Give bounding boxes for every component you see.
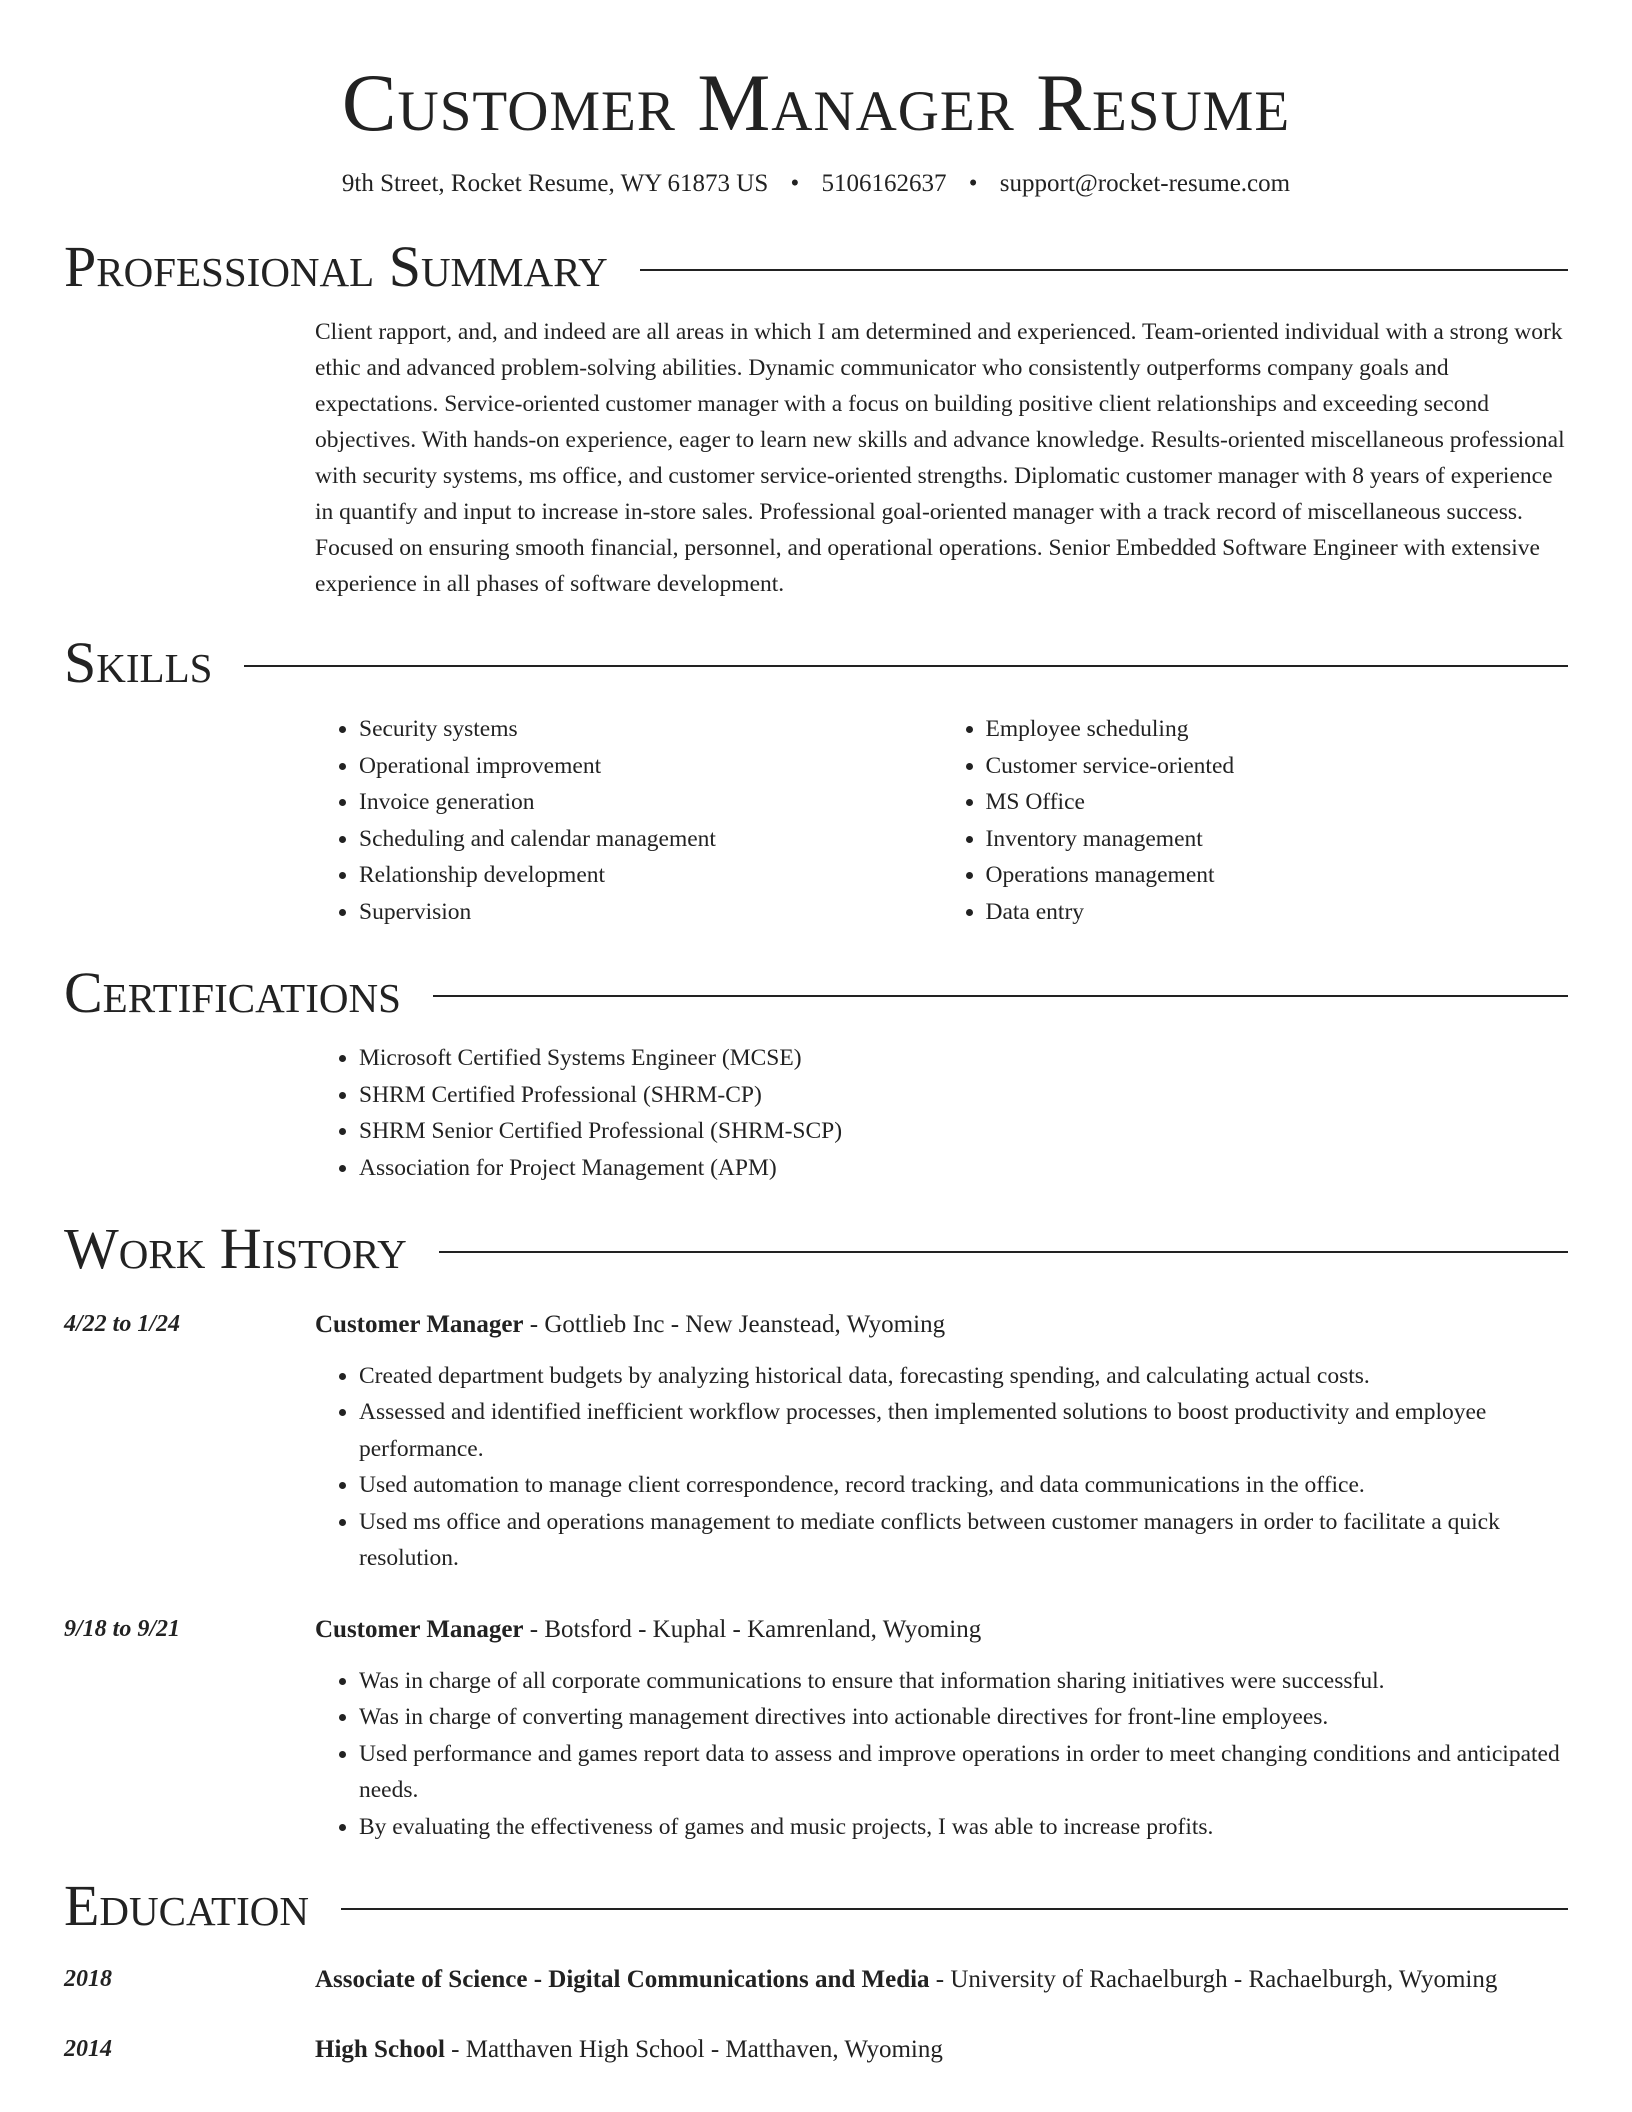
skills-heading: Skills bbox=[64, 629, 213, 695]
education-degree: High School bbox=[315, 2035, 445, 2063]
job-title-line bbox=[315, 1306, 1568, 1343]
education-year: 2018 bbox=[64, 1965, 112, 1992]
job-dates: 9/18 to 9/21 bbox=[64, 1615, 181, 1642]
resume-title: Customer Manager Resume bbox=[341, 57, 1291, 148]
skill-item: • Data entry bbox=[986, 894, 1569, 931]
section-divider bbox=[341, 1908, 1568, 1910]
job-title: Customer Manager bbox=[315, 1615, 524, 1643]
education-entry bbox=[64, 2031, 1568, 2069]
job-bullets bbox=[315, 1663, 1568, 1846]
job-bullet: • Used ms office and operations management to mediate conflicts between customer managers in order to facilitate a quick resolution. bbox=[359, 1504, 1568, 1577]
work-heading: Work History bbox=[64, 1216, 407, 1282]
certification-item: • SHRM Certified Professional (SHRM-CP) bbox=[359, 1077, 1568, 1114]
skill-item: • Scheduling and calendar management bbox=[359, 821, 942, 858]
job-entry bbox=[64, 1306, 1568, 1577]
job-bullet: • Assessed and identified inefficient workflow processes, then implemented solutions to boost productivity and employee performance. bbox=[359, 1394, 1568, 1467]
certification-item: • SHRM Senior Certified Professional (SHRM-SCP) bbox=[359, 1113, 1568, 1150]
summary-heading: Professional Summary bbox=[64, 234, 608, 300]
skills-section-header bbox=[64, 628, 1568, 698]
job-bullet: • Created department budgets by analyzing historical data, forecasting spending, and calculating actual costs. bbox=[359, 1358, 1568, 1395]
job-employer: - Gottlieb Inc - New Jeanstead, Wyoming bbox=[523, 1310, 946, 1338]
phone: 5106162637 bbox=[821, 170, 947, 198]
skill-item: • Customer service-oriented bbox=[986, 748, 1569, 785]
contact-line bbox=[64, 170, 1568, 198]
section-divider bbox=[433, 995, 1568, 997]
education-school: - University of Rachaelburgh - Rachaelburgh, Wyoming bbox=[929, 1965, 1498, 1993]
skill-item: • MS Office bbox=[986, 784, 1569, 821]
summary-text: Client rapport, and, and indeed are all areas in which I am determined and experienced. Team-oriented individual with a strong work ethic and advanced problem-solving abilities. Dynamic communicator who consistently outperforms company goals and expectations. Service-oriented customer manager with a focus on building positive client relationships and exceeding second objectives. With hands-on experience, eager to learn new skills and advance knowledge. Results-oriented miscellaneous professional with security systems, ms office, and customer service-oriented strengths. Diplomatic customer manager with 8 years of experience in quantify and input to increase in-store sales. Professional goal-oriented manager with a track record of miscellaneous success. Focused on ensuring smooth financial, personnel, and operational operations. Senior Embedded Software Engineer with extensive experience in all phases of software development. bbox=[315, 318, 1565, 597]
job-bullets bbox=[315, 1358, 1568, 1577]
skill-item: • Security systems bbox=[359, 711, 942, 748]
skill-item: • Employee scheduling bbox=[986, 711, 1569, 748]
summary-section-header bbox=[64, 232, 1568, 302]
job-bullet: • Used automation to manage client correspondence, record tracking, and data communications in the office. bbox=[359, 1467, 1568, 1504]
job-employer: - Botsford - Kuphal - Kamrenland, Wyoming bbox=[523, 1615, 982, 1643]
education-year: 2014 bbox=[64, 2035, 112, 2062]
skill-item: • Invoice generation bbox=[359, 784, 942, 821]
skills-list bbox=[315, 711, 1568, 930]
section-divider bbox=[640, 269, 1568, 271]
skill-item: • Supervision bbox=[359, 894, 942, 931]
education-list bbox=[64, 1961, 1568, 2069]
job-bullet: • Used performance and games report data to assess and improve operations in order to meet changing conditions and anticipated needs. bbox=[359, 1736, 1568, 1809]
certification-item: • Association for Project Management (APM) bbox=[359, 1150, 1568, 1187]
separator: • bbox=[790, 170, 800, 198]
certifications-heading: Certifications bbox=[64, 960, 401, 1026]
work-section-header bbox=[64, 1214, 1568, 1284]
job-bullet: • By evaluating the effectiveness of games and music projects, I was able to increase profits. bbox=[359, 1809, 1568, 1846]
email: support@rocket-resume.com bbox=[999, 170, 1291, 198]
skills-column-left bbox=[315, 711, 942, 930]
skills-column-right bbox=[942, 711, 1569, 930]
education-section-header bbox=[64, 1871, 1568, 1941]
certifications-section-header bbox=[64, 958, 1568, 1028]
skill-item: • Operations management bbox=[986, 857, 1569, 894]
job-entry bbox=[64, 1611, 1568, 1846]
education-entry bbox=[64, 1961, 1568, 1999]
section-divider bbox=[439, 1251, 1568, 1253]
certification-item: • Microsoft Certified Systems Engineer (MCSE) bbox=[359, 1040, 1568, 1077]
certifications-list bbox=[315, 1040, 1568, 1186]
skill-item: • Inventory management bbox=[986, 821, 1569, 858]
section-divider bbox=[244, 665, 1568, 667]
education-heading: Education bbox=[64, 1873, 309, 1939]
job-body bbox=[315, 1611, 1568, 1846]
job-dates: 4/22 to 1/24 bbox=[64, 1310, 181, 1337]
job-title-line bbox=[315, 1611, 1568, 1648]
skill-item: • Operational improvement bbox=[359, 748, 942, 785]
job-bullet: • Was in charge of converting management directives into actionable directives for front-line employees. bbox=[359, 1699, 1568, 1736]
education-degree: Associate of Science - Digital Communications and Media bbox=[315, 1965, 930, 1993]
job-bullet: • Was in charge of all corporate communications to ensure that information sharing initiatives were successful. bbox=[359, 1663, 1568, 1700]
address: 9th Street, Rocket Resume, WY 61873 US bbox=[341, 170, 769, 198]
job-body bbox=[315, 1306, 1568, 1577]
job-title: Customer Manager bbox=[315, 1310, 524, 1338]
education-line bbox=[315, 1961, 1568, 1999]
separator: • bbox=[968, 170, 978, 198]
education-line bbox=[315, 2031, 1568, 2069]
skill-item: • Relationship development bbox=[359, 857, 942, 894]
work-history-list bbox=[64, 1306, 1568, 1846]
education-school: - Matthaven High School - Matthaven, Wyoming bbox=[444, 2035, 943, 2063]
